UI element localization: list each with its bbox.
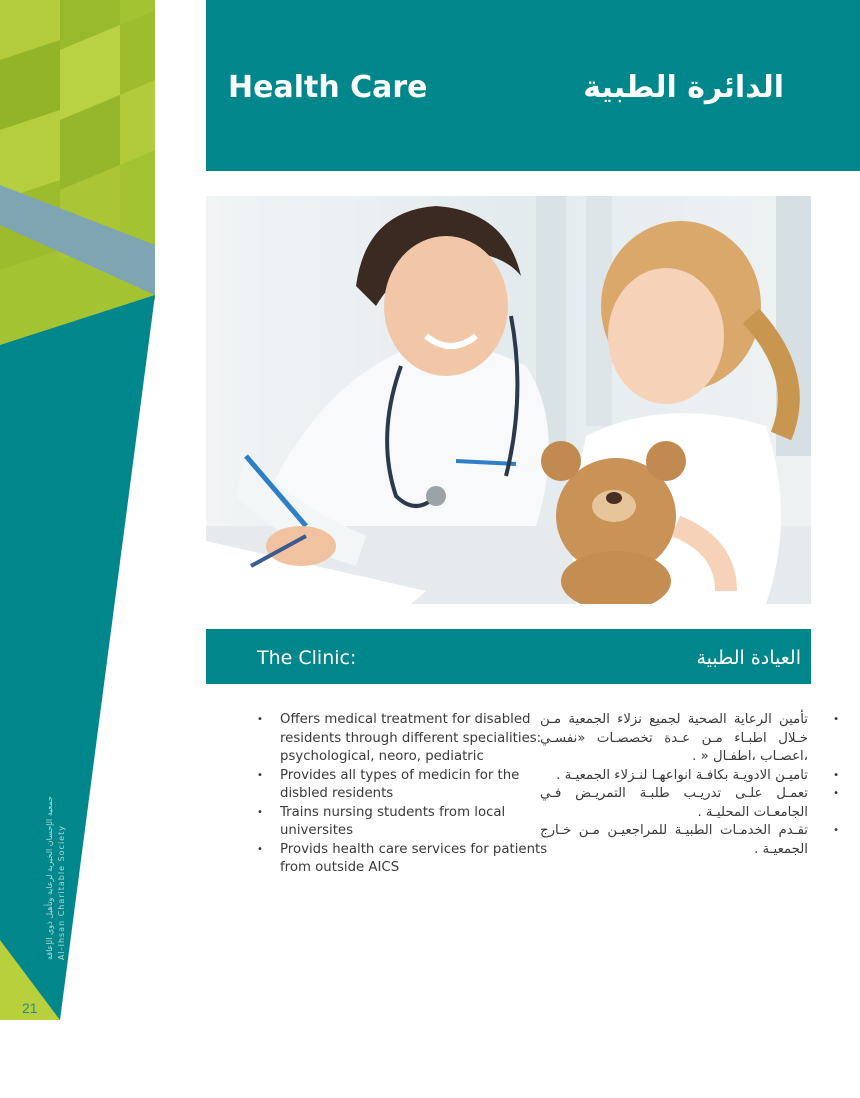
list-item: • Offers medical treatment for disabled residents through different specialities: psychological, neoro, pediatric [280, 711, 550, 767]
photo-illustration [206, 196, 811, 604]
list-item: • تقـدم الخدمـات الطبيـة للمراجعيـن مـن خـارج الجمعيـة . [540, 822, 808, 859]
header-band [206, 0, 860, 171]
sidebar-org-ar: جمعية الإحسان الخيرية لرعاية وتأهيل ذوي الإعاقة [45, 796, 54, 960]
section-title-ar: العيادة الطبية [696, 647, 801, 669]
list-item: • تعمـل علـى تدريـب طلبـة التمريـض فـي الجامعـات المحليـة . [540, 785, 808, 822]
doctor-child-photo [206, 196, 811, 604]
page-title-ar: الدائرة الطبية [583, 70, 784, 105]
page-title-en: Health Care [228, 70, 428, 105]
list-item: • تأمين الرعاية الصحية لجميع نزلاء الجمعية مـن خـلال اطبـاء مـن عـدة تخصصـات «نفسـي ،اعصـاب ،اطفـال « . [540, 711, 808, 767]
arabic-services-list [540, 711, 840, 859]
sidebar-org-names [44, 796, 68, 960]
list-item: • تاميـن الادويـة بكافـة انواعهـا لنـزلاء الجمعيـة . [540, 767, 808, 786]
page-number: 21 [22, 1000, 38, 1016]
section-title-bar [206, 629, 811, 684]
sidebar-graphic [0, 0, 160, 1030]
english-services-list [256, 711, 550, 878]
sidebar-org-en: Al-Ihsan Charitable Society [57, 825, 66, 960]
list-item: • Provids health care services for patients from outside AICS [280, 841, 550, 878]
section-title-en: The Clinic: [257, 647, 357, 669]
left-decorative-sidebar [0, 0, 160, 1030]
list-item: • Provides all types of medicin for the disbled residents [280, 767, 550, 804]
list-item: • Trains nursing students from local universites [280, 804, 550, 841]
